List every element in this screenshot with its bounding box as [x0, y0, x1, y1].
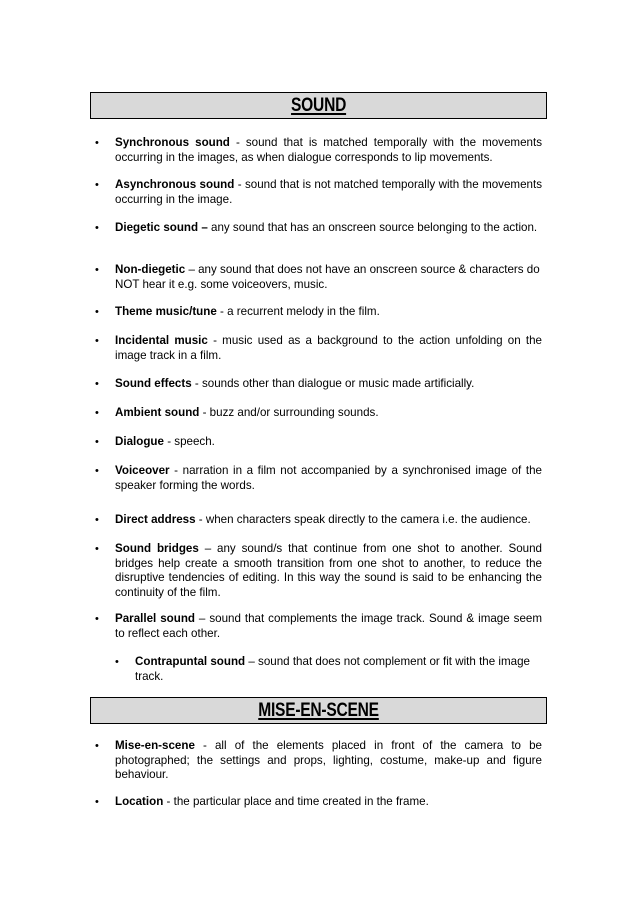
list-item-synchronous-sound	[95, 136, 542, 165]
list-item-dialogue	[95, 435, 542, 450]
bullet: •	[95, 796, 99, 808]
item-term: Voiceover	[115, 464, 170, 477]
item-term: Theme music/tune	[115, 305, 217, 318]
list-item-sound-bridges	[95, 542, 542, 600]
item-term: Contrapuntal sound	[135, 655, 246, 668]
item-description: – sound that complements the image track. Sound & image seem to reflect each other.	[115, 612, 542, 640]
bullet: •	[95, 436, 99, 448]
item-term: Dialogue	[115, 435, 164, 448]
item-description: - the particular place and time created in the frame.	[163, 795, 429, 808]
bullet: •	[95, 613, 99, 625]
list-item-parallel-sound	[95, 612, 542, 641]
list-item-contrapuntal-sound	[115, 655, 542, 684]
bullet: •	[95, 378, 99, 390]
bullet: •	[95, 740, 99, 752]
list-item-sound-effects	[95, 377, 542, 392]
item-description: – any sound/s that continue from one shot to another. Sound bridges help create a smooth transition from one shot to another, to reduce the disruptive tendencies of editing. In this way the sound is said to be enhancing the continuity of the film.	[115, 542, 542, 599]
item-description: - a recurrent melody in the film.	[216, 305, 380, 318]
bullet: •	[95, 514, 99, 526]
section-header-mise-en-scene	[90, 697, 547, 724]
item-description: - sounds other than dialogue or music made artificially.	[191, 377, 475, 390]
bullet: •	[95, 179, 99, 191]
bullet: •	[95, 137, 99, 149]
list-item-direct-address	[95, 513, 542, 528]
list-item-non-diegetic	[95, 263, 542, 292]
item-term: Asynchronous sound	[115, 178, 235, 191]
item-description: - sound that is not matched temporally with the movements occurring in the image.	[115, 178, 542, 206]
bullet: •	[95, 306, 99, 318]
list-item-voiceover	[95, 464, 542, 493]
bullet: •	[95, 264, 99, 276]
item-term: Non-diegetic	[115, 263, 186, 276]
item-term: Ambient sound	[115, 406, 200, 419]
item-description: – sound that does not complement or fit with the image track.	[135, 655, 530, 683]
item-description: – any sound that does not have an onscreen source & characters do NOT hear it e.g. some voiceovers, music.	[115, 263, 540, 291]
item-description: - when characters speak directly to the camera i.e. the audience.	[195, 513, 531, 526]
item-term: Location	[115, 795, 164, 808]
item-description: - buzz and/or surrounding sounds.	[199, 406, 379, 419]
item-term: Mise-en-scene	[115, 739, 195, 752]
item-term: Incidental music	[115, 334, 208, 347]
list-item-incidental-music	[95, 334, 542, 363]
section-header-sound	[90, 92, 547, 119]
item-term: Synchronous sound	[115, 136, 230, 149]
bullet: •	[95, 465, 99, 477]
item-description: - sound that is matched temporally with the movements occurring in the images, as when dialogue corresponds to lip movements.	[115, 136, 542, 164]
item-term: Direct address	[115, 513, 196, 526]
list-item-location	[95, 795, 542, 810]
bullet: •	[115, 656, 119, 668]
bullet: •	[95, 407, 99, 419]
list-item-ambient-sound	[95, 406, 542, 421]
item-term: Sound bridges	[115, 542, 199, 555]
item-description: any sound that has an onscreen source belonging to the action.	[207, 221, 538, 234]
item-term: Diegetic sound –	[115, 221, 208, 234]
bullet: •	[95, 335, 99, 347]
item-term: Sound effects	[115, 377, 192, 390]
item-description: - all of the elements placed in front of the camera to be photographed; the settings and props, lighting, costume, make-up and figure behaviour.	[115, 739, 542, 782]
bullet: •	[95, 222, 99, 234]
list-item-asynchronous-sound	[95, 178, 542, 207]
item-term: Parallel sound	[115, 612, 195, 625]
section-title: MISE-EN-SCENE	[258, 700, 379, 721]
list-item-mise-en-scene	[95, 739, 542, 783]
item-description: - speech.	[163, 435, 215, 448]
item-description: - music used as a background to the action unfolding on the image track in a film.	[115, 334, 542, 362]
item-description: - narration in a film not accompanied by a synchronised image of the speaker forming the words.	[115, 464, 542, 492]
list-item-diegetic-sound	[95, 221, 542, 236]
section-title: SOUND	[290, 95, 347, 116]
list-item-theme-music	[95, 305, 542, 320]
bullet: •	[95, 543, 99, 555]
